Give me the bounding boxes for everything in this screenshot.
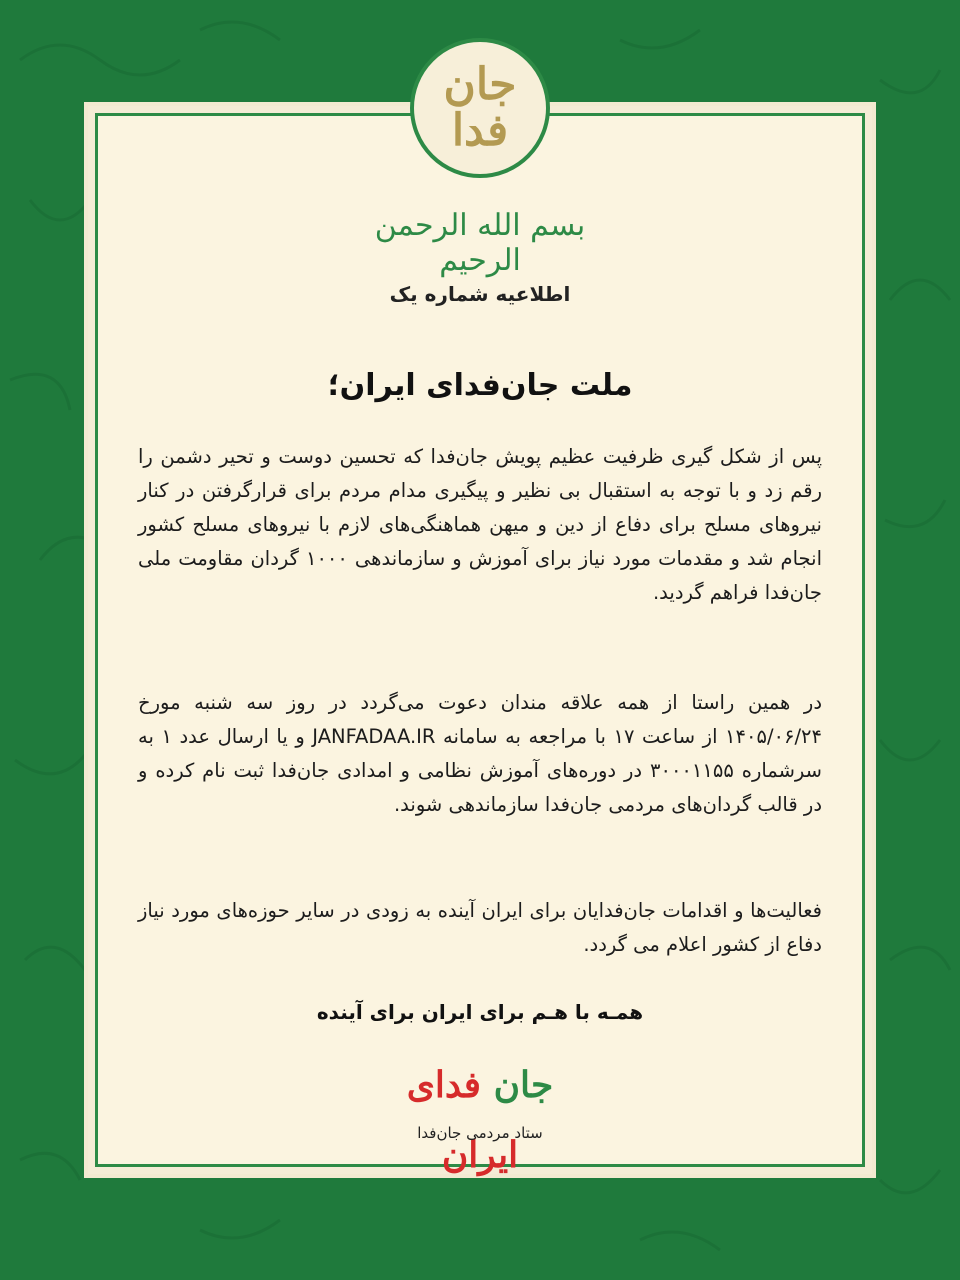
slogan: همـه با هـم برای ایران برای آینده: [316, 1000, 644, 1024]
paragraph-2: در همین راستا از همه علاقه مندان دعوت می‌گردد در روز سه شنبه مورخ ۱۴۰۵/۰۶/۲۴ از ساعت ۱۷ با مراجعه به سامانه JANFADAA.IR و یا ارسال عدد ۱ به سرشماره ۳۰۰۰۱۱۵۵ در دوره‌های آموزش نظامی و امدادی جان‌فدا ثبت نام کرده و در قالب گردان‌های مردمی جان‌فدا سازماندهی شوند.: [138, 691, 823, 816]
emblem-text: جان فدا: [443, 59, 517, 156]
brand-caption: ستاد مردمی جان‌فدا: [417, 1124, 543, 1142]
announcement-number: اطلاعیه شماره یک: [389, 282, 571, 306]
brand-logo-green: جان: [493, 1064, 554, 1106]
brand-logo-red: فدای ایران: [406, 1064, 519, 1176]
paragraph-1: پس از شکل گیری ظرفیت عظیم پویش جان‌فدا که تحسین دوست و تحیر دشمن را رقم زد و با توجه به استقبال بی نظیر و پیگیری مدام مردم برای قرارگرفتن در کنار نیروهای مسلح برای دفاع از دین و میهن هماهنگی‌های لازم با نیروهای مسلح کشور انجام شد و مقدمات مورد نیاز برای آموزش و سازماندهی ۱۰۰۰ گردان مقاومت ملی جان‌فدا فراهم گردید.: [138, 445, 822, 604]
basmala: بسم الله الرحمن الرحیم: [374, 208, 586, 278]
paragraph-3: فعالیت‌ها و اقدامات جان‌فدایان برای ایران آینده به زودی در سایر حوزه‌های مورد نیاز دفاع از کشور اعلام می گردد.: [138, 899, 822, 956]
emblem-logo: [410, 38, 550, 178]
page-title: ملت جان‌فدای ایران؛: [327, 368, 633, 403]
